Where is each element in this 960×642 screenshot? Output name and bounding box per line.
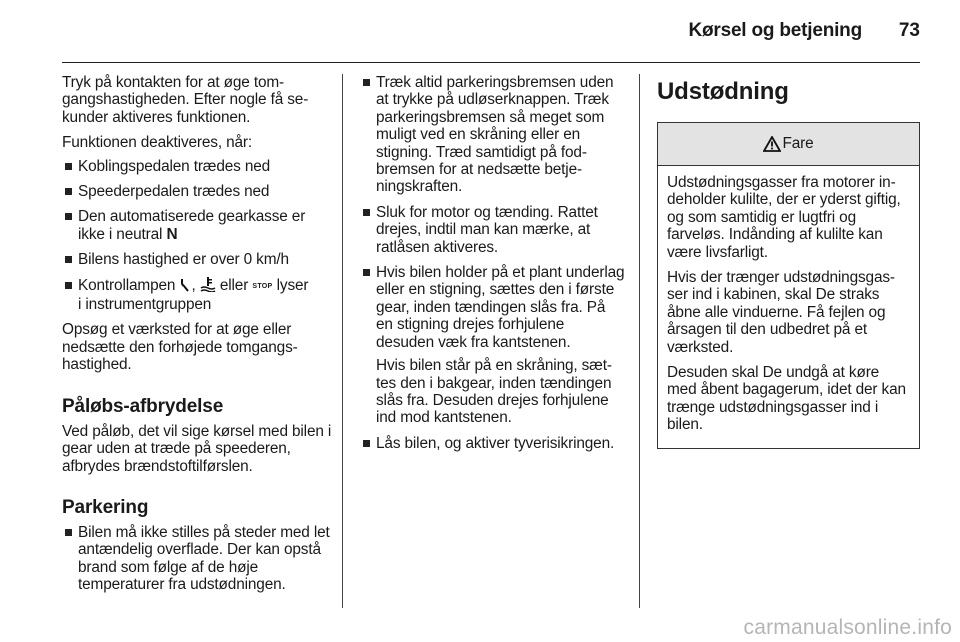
sub-paragraph: Hvis bilen står på en skråning, sættes den i bakgear, inden tændingen slås fra. Desuden drejes forhjulene ind mod kantstenen. (376, 357, 612, 427)
list-item: Den automatiserede gearkasse er ikke i neutral N (62, 208, 334, 243)
paragraph: Hvis der trænger udstødningsgasser ind i kabinen, skal De straks åbne alle vinduerne. Få fejlen og årsagen til den udbedret på et værksted. (667, 269, 896, 356)
section-heading: Påløbs-afbrydelse (62, 395, 224, 417)
watermark: carmanualsonline.info (743, 616, 952, 639)
paragraph: Desuden skal De undgå at køre med åbent bagagerum, idet der kan trænge udstødningsgasser ind i bilen. (667, 364, 906, 434)
warning-header (658, 123, 919, 166)
warning-body (658, 166, 919, 448)
column-2 (360, 74, 626, 460)
list-item: Kontrollampen , eller STOP lyser i instrumentgruppen (62, 277, 334, 314)
warning-label: Fare (782, 135, 814, 153)
column-3 (657, 74, 920, 449)
paragraph: Tryk på kontakten for at øge tomgangshastigheden. Efter nogle få sekunder aktiveres funktionen. (62, 74, 309, 126)
paragraph: Ved påløb, det vil sige kørsel med bilen i gear uden at træde på speederen, afbrydes brændstoftilførslen. (62, 422, 332, 475)
list-item: Koblingspedalen trædes ned (62, 158, 334, 175)
header-title: Kørsel og betjening (688, 20, 862, 41)
page-header (62, 0, 920, 63)
list-item: Speederpedalen trædes ned (62, 183, 334, 200)
stop-indicator-glyph: STOP (252, 282, 273, 290)
column-divider-2 (639, 74, 640, 608)
list-item: Lås bilen, og aktiver tyverisikringen. (360, 435, 626, 452)
glow-plug-icon (179, 278, 191, 296)
deactivation-list (62, 158, 334, 314)
column-divider-1 (342, 74, 343, 608)
paragraph: Funktionen deaktiveres, når: (62, 134, 253, 152)
list-item: Bilens hastighed er over 0 km/h (62, 251, 334, 268)
section-title: Udstødning (657, 78, 789, 105)
danger-warning-box (657, 122, 920, 449)
list-item: Bilen må ikke stilles på steder med let antændelig overflade. Der kan opstå brand som følge af de høje temperaturer fra udstødningen. (62, 524, 334, 594)
engine-temperature-icon (200, 277, 216, 296)
list-item: Træk altid parkeringsbremsen uden at trykke på udløserknappen. Træk parkeringsbremsen så meget som muligt ved en skråning eller en stigning. Træd samtidigt på fodbremsen for at nedsætte betjeningskraften. (360, 74, 626, 196)
neutral-gear-glyph: N (166, 225, 178, 243)
column-1 (62, 74, 334, 602)
page-number: 73 (898, 20, 920, 41)
parking-list (62, 524, 334, 594)
section-heading: Parkering (62, 496, 149, 518)
warning-triangle-icon (763, 136, 781, 152)
paragraph: Udstødningsgasser fra motorer indeholder kulilte, der er yderst giftig, og som samtidig er lugtfri og farveløs. Indånding af kulilte kan være livsfarligt. (667, 174, 901, 261)
parking-steps-list (360, 74, 626, 452)
paragraph: Opsøg et værksted for at øge eller nedsætte den forhøjede tomgangshastighed. (62, 321, 298, 374)
list-item: Hvis bilen holder på et plant underlag eller en stigning, sættes den i første gear, inden tændingen slås fra. På en stigning drejes forhjulene desuden væk fra kantstenen. Hvis bilen står på en skråning, sættes den i bakgear, inden tændingen slås fra. Desuden drejes forhjulene ind mod kantstenen. (360, 264, 626, 427)
list-item: Sluk for motor og tænding. Rattet drejes, indtil man kan mærke, at ratlåsen aktiveres. (360, 204, 626, 256)
